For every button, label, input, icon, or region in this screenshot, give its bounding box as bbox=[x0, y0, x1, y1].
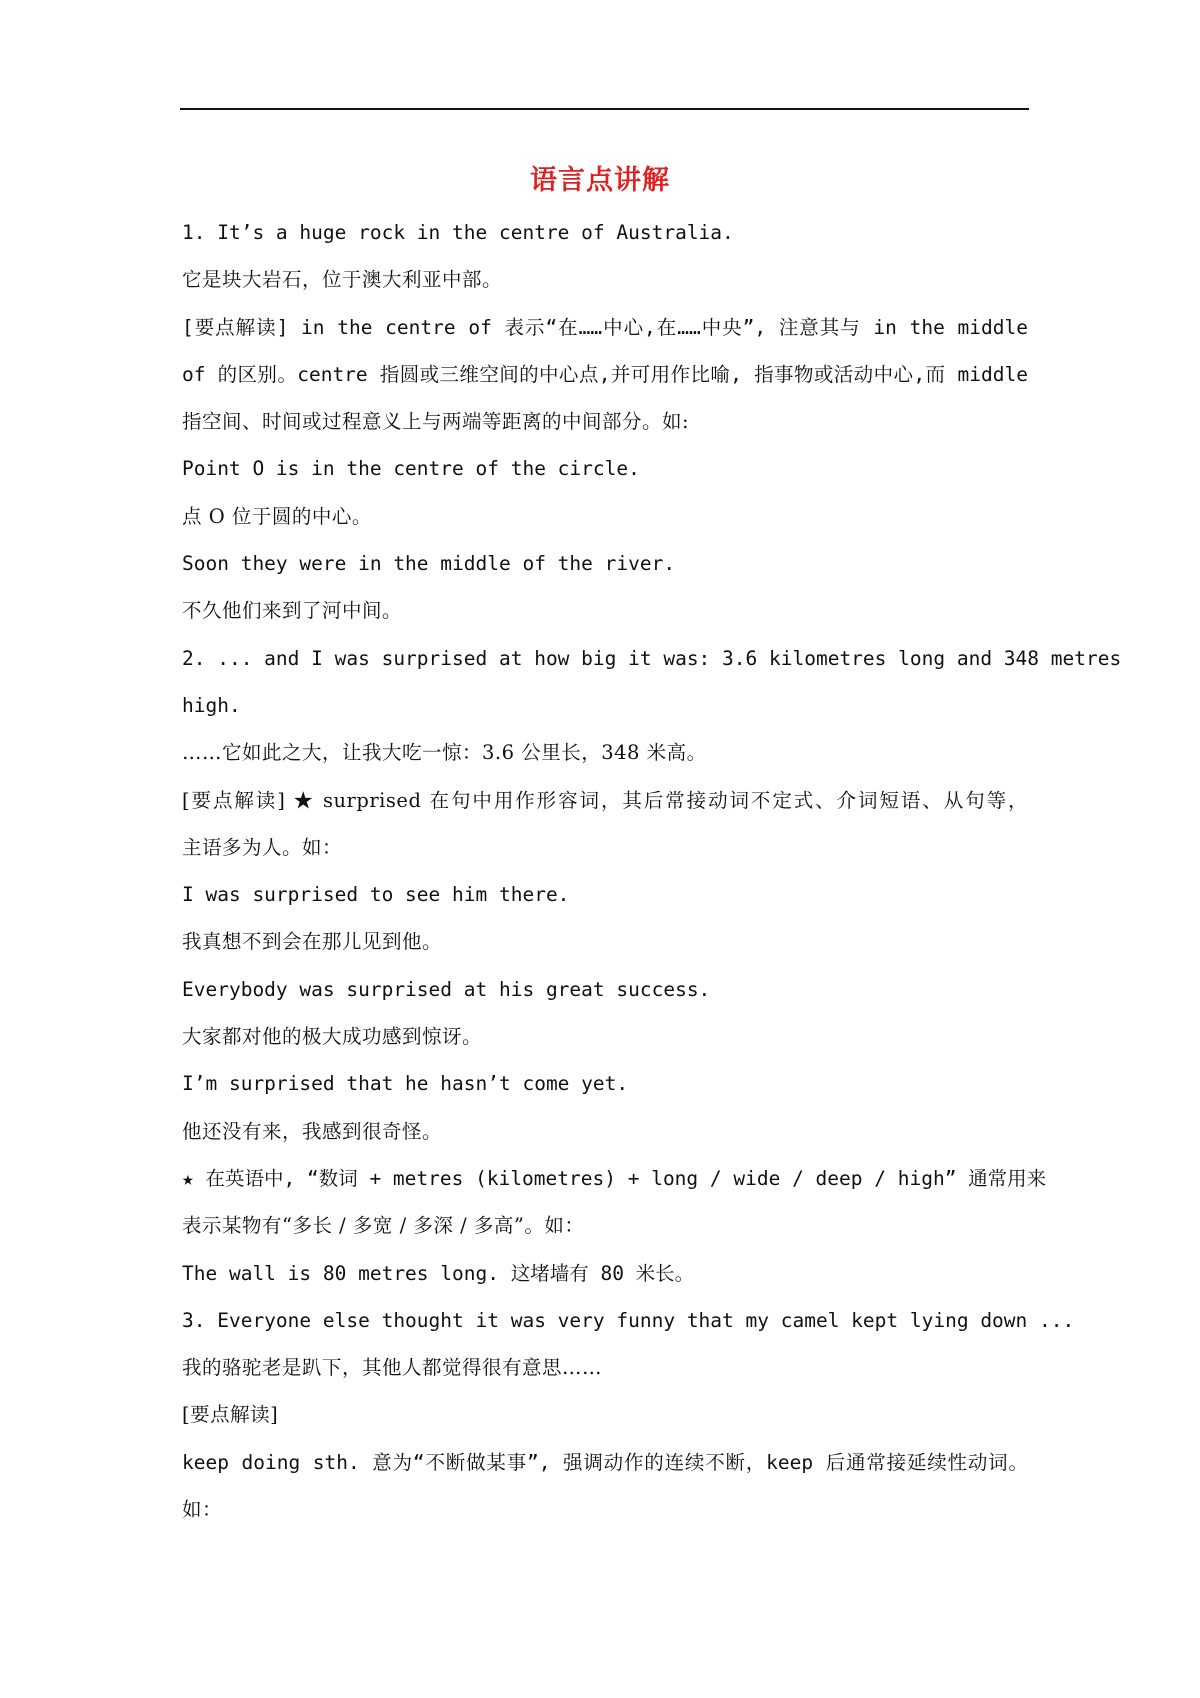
text-line: 不久他们来到了河中间。 bbox=[182, 599, 403, 623]
text-line: [要点解读] ★ surprised 在句中用作形容词，其后常接动词不定式、介词短语、从句等， bbox=[182, 788, 1028, 812]
header-rule bbox=[180, 108, 1029, 110]
text-line: Everybody was surprised at his great success. bbox=[182, 977, 711, 1001]
text-line: 指空间、时间或过程意义上与两端等距离的中间部分。如: bbox=[182, 410, 690, 434]
text-line: Point O is in the centre of the circle. bbox=[182, 457, 640, 481]
text-line: 主语多为人。如： bbox=[182, 835, 343, 859]
text-line: high. bbox=[182, 693, 241, 717]
text-line: 3. Everyone else thought it was very funny that my camel kept lying down ... bbox=[182, 1308, 1075, 1332]
text-line: 它是块大岩石，位于澳大利亚中部。 bbox=[182, 268, 503, 292]
text-line: I’m surprised that he hasn’t come yet. bbox=[182, 1072, 629, 1096]
text-line: I was surprised to see him there. bbox=[182, 883, 570, 907]
text-line: ★ 在英语中, “数词 + metres (kilometres) + long / wide / deep / high” 通常用来 bbox=[182, 1166, 1047, 1190]
text-line: 2. ... and I was surprised at how big it was: 3.6 kilometres long and 348 metres bbox=[182, 646, 1122, 670]
document-body bbox=[182, 218, 1122, 1542]
text-line: 点 O 位于圆的中心。 bbox=[182, 504, 372, 528]
text-line: 1. It’s a huge rock in the centre of Australia. bbox=[182, 221, 734, 244]
text-line: [要点解读] in the centre of 表示“在……中心,在……中央”, 注意其与 in the middle bbox=[182, 315, 1028, 339]
text-line: 表示某物有“多长 / 多宽 / 多深 / 多高”。如： bbox=[182, 1214, 585, 1238]
text-line: 如： bbox=[182, 1498, 223, 1522]
text-line: keep doing sth. 意为“不断做某事”, 强调动作的连续不断，keep 后通常接延续性动词。 bbox=[182, 1450, 1028, 1474]
page-title: 语言点讲解 bbox=[530, 165, 670, 196]
text-line: The wall is 80 metres long. 这堵墙有 80 米长。 bbox=[182, 1261, 695, 1285]
text-line: Soon they were in the middle of the river. bbox=[182, 552, 676, 576]
text-line: 大家都对他的极大成功感到惊讶。 bbox=[182, 1025, 483, 1049]
text-line: 他还没有来，我感到很奇怪。 bbox=[182, 1119, 443, 1143]
text-line: ……它如此之大，让我大吃一惊：3.6 公里长，348 米高。 bbox=[182, 741, 707, 765]
text-line: of 的区别。centre 指圆或三维空间的中心点,并可用作比喻, 指事物或活动中心,而 middle bbox=[182, 362, 1028, 386]
text-line: 我的骆驼老是趴下，其他人都觉得很有意思…… bbox=[182, 1356, 603, 1380]
text-line: 我真想不到会在那儿见到他。 bbox=[182, 930, 443, 954]
text-line: [要点解读] bbox=[182, 1403, 279, 1427]
